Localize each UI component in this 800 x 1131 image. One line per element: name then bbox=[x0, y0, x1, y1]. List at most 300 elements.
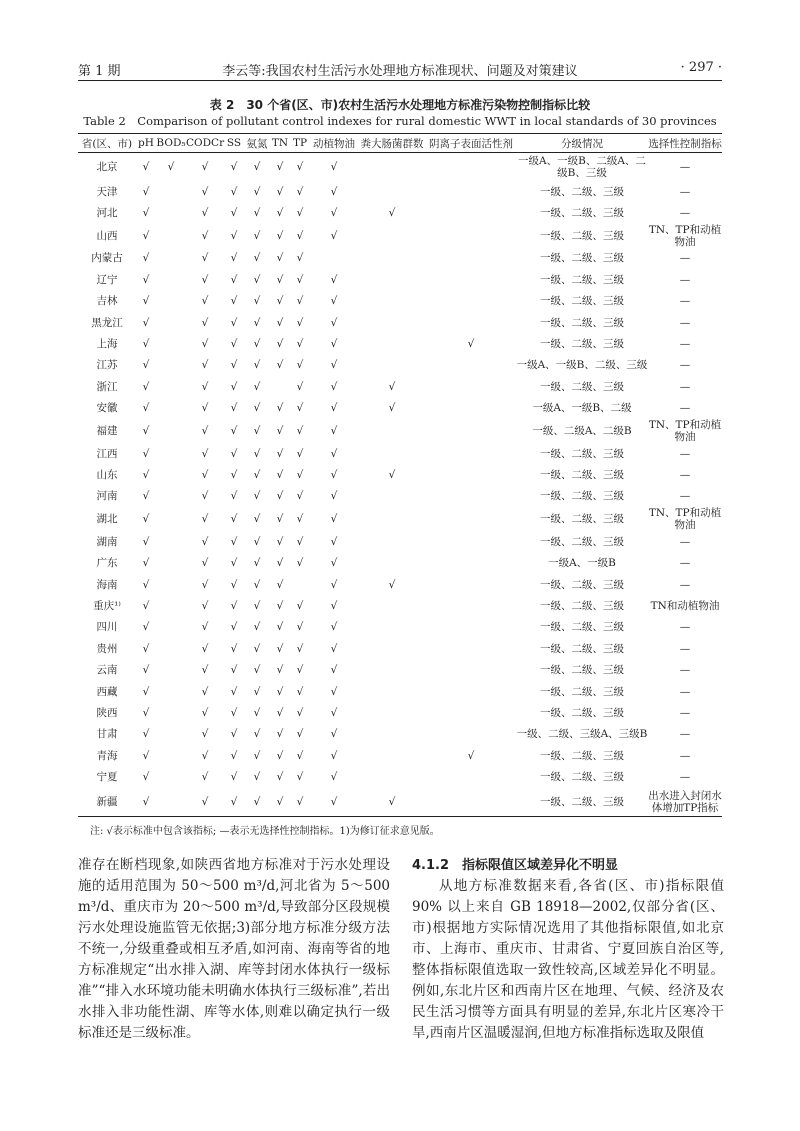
table-cell bbox=[426, 507, 516, 531]
province-cell: 浙江 bbox=[96, 380, 118, 393]
table-cell: √ bbox=[142, 749, 150, 762]
table-cell: √ bbox=[330, 207, 338, 220]
table-cell: √ bbox=[201, 749, 209, 762]
table-cell: — bbox=[679, 621, 691, 634]
table-cell: √ bbox=[142, 599, 150, 612]
table-cell: — bbox=[679, 771, 691, 784]
table-cell: √ bbox=[270, 788, 290, 817]
table-cell: √ bbox=[276, 468, 284, 481]
table-row bbox=[78, 702, 722, 723]
table-cell: √ bbox=[296, 424, 304, 437]
table-cell: √ bbox=[296, 229, 304, 242]
table-cell: 一级、二级、三级 bbox=[540, 664, 624, 677]
table-cell: √ bbox=[253, 295, 261, 308]
table-cell: √ bbox=[142, 424, 150, 437]
province-cell: 山东 bbox=[96, 468, 118, 481]
table-cell bbox=[156, 766, 186, 787]
table-row bbox=[78, 291, 722, 312]
table-cell: √ bbox=[253, 685, 261, 698]
table-cell bbox=[358, 638, 426, 659]
body-paragraph: 从地方标准数据来看,各省(区、市)指标限值 90% 以上来自 GB 18918—2002,仅部分省(区、市)根据地方实际情况选用了其他指标限值,如北京市、上海市、重庆市、甘肃省、宁夏回族自治区等,整体指标限值选取一致性较高,区域差异化不明显。例如,东北片区和西南片区在地理、气候、经济及农民生活习惯等方面具有明显的差异,东北片区寒冷干旱,西南片区温暖湿润,但地方标准指标选取及限值 bbox=[412, 878, 724, 1041]
table-cell: √ bbox=[276, 728, 284, 741]
table-cell bbox=[270, 376, 290, 397]
table-cell: √ bbox=[330, 513, 338, 526]
table-cell: √ bbox=[142, 513, 150, 526]
table-cell: √ bbox=[230, 295, 238, 308]
table-cell: 一级、二级、三级 bbox=[540, 771, 624, 784]
table-cell: √ bbox=[230, 447, 238, 460]
table-cell: √ bbox=[230, 599, 238, 612]
table-cell: √ bbox=[296, 273, 304, 286]
table-cell: √ bbox=[230, 380, 238, 393]
table-cell: √ bbox=[230, 338, 238, 351]
column-header: TP bbox=[290, 134, 310, 153]
province-cell: 吉林 bbox=[96, 295, 118, 308]
table-cell: √ bbox=[186, 788, 224, 817]
table-cell: 一级、二级、三级 bbox=[540, 207, 624, 220]
table-cell: √ bbox=[296, 749, 304, 762]
table-cell: √ bbox=[142, 490, 150, 503]
table-cell: — bbox=[679, 402, 691, 415]
province-cell: 天津 bbox=[96, 185, 118, 198]
table-cell: √ bbox=[296, 685, 304, 698]
table-cell: √ bbox=[167, 161, 175, 173]
table-cell: √ bbox=[201, 535, 209, 548]
pollutant-index-table bbox=[78, 133, 722, 817]
table-cell: √ bbox=[330, 578, 338, 591]
section-heading: 4.1.2 指标限值区域差异化不明显 bbox=[412, 858, 619, 873]
table-cell: √ bbox=[230, 749, 238, 762]
table-cell: √ bbox=[230, 273, 238, 286]
table-cell: √ bbox=[276, 513, 284, 526]
table-cell bbox=[426, 617, 516, 638]
table-cell: 一级、二级、三级 bbox=[540, 468, 624, 481]
table-cell bbox=[156, 224, 186, 248]
table-cell: √ bbox=[253, 728, 261, 741]
table-cell: √ bbox=[330, 599, 338, 612]
table-cell: 一级、二级、三级 bbox=[516, 788, 648, 817]
table-cell: √ bbox=[296, 380, 304, 393]
table-row bbox=[78, 507, 722, 531]
table-cell bbox=[156, 552, 186, 573]
table-cell: 一级、二级、三级 bbox=[540, 621, 624, 634]
table-cell: √ bbox=[230, 359, 238, 372]
table-cell: √ bbox=[230, 402, 238, 415]
table-cell: √ bbox=[142, 468, 150, 481]
table-cell bbox=[426, 248, 516, 269]
table-cell: √ bbox=[230, 207, 238, 220]
table-cell: √ bbox=[201, 771, 209, 784]
table-cell: — bbox=[679, 490, 691, 503]
table-cell: √ bbox=[296, 642, 304, 655]
table-cell bbox=[358, 333, 426, 354]
table-cell: √ bbox=[330, 185, 338, 198]
province-cell: 重庆¹⁾ bbox=[93, 599, 121, 612]
table-cell bbox=[358, 355, 426, 376]
table-cell: √ bbox=[230, 557, 238, 570]
table-row bbox=[78, 333, 722, 354]
table-cell: √ bbox=[296, 535, 304, 548]
table-cell: √ bbox=[201, 316, 209, 329]
table-cell: √ bbox=[296, 621, 304, 634]
table-cell: √ bbox=[230, 252, 238, 265]
table-cell: √ bbox=[253, 706, 261, 719]
table-cell: √ bbox=[276, 706, 284, 719]
table-cell: √ bbox=[276, 447, 284, 460]
table-row bbox=[78, 552, 722, 573]
table-row bbox=[78, 745, 722, 766]
table-cell: √ bbox=[253, 771, 261, 784]
table-cell bbox=[156, 291, 186, 312]
table-cell: — bbox=[679, 207, 691, 220]
province-cell: 陕西 bbox=[96, 706, 118, 719]
table-cell bbox=[426, 724, 516, 745]
table-cell: √ bbox=[330, 424, 338, 437]
province-cell: 江苏 bbox=[96, 359, 118, 372]
table-row bbox=[78, 464, 722, 485]
province-cell: 福建 bbox=[96, 424, 118, 437]
table-row bbox=[78, 766, 722, 787]
province-cell: 西藏 bbox=[96, 685, 118, 698]
table-cell: √ bbox=[388, 207, 396, 220]
table-cell bbox=[426, 419, 516, 443]
table-cell bbox=[156, 443, 186, 464]
table-row bbox=[78, 312, 722, 333]
table-cell: √ bbox=[201, 468, 209, 481]
table-cell: TN、TP和动植物油 bbox=[648, 223, 722, 248]
province-cell: 四川 bbox=[96, 621, 118, 634]
table-cell bbox=[156, 531, 186, 552]
column-header: 省(区、市) bbox=[78, 134, 136, 153]
table-cell: — bbox=[679, 359, 691, 372]
table-cell: — bbox=[679, 535, 691, 548]
province-cell: 辽宁 bbox=[96, 273, 118, 286]
table-cell: √ bbox=[276, 424, 284, 437]
table-cell: √ bbox=[201, 380, 209, 393]
table-cell: √ bbox=[330, 316, 338, 329]
table-cell: √ bbox=[253, 513, 261, 526]
table-cell: √ bbox=[230, 706, 238, 719]
table-cell: √ bbox=[142, 535, 150, 548]
table-row bbox=[78, 443, 722, 464]
table-cell: — bbox=[679, 578, 691, 591]
table-cell: √ bbox=[201, 706, 209, 719]
province-cell: 内蒙古 bbox=[91, 252, 123, 265]
table-cell: √ bbox=[142, 706, 150, 719]
table-cell: √ bbox=[276, 599, 284, 612]
table-cell: √ bbox=[296, 664, 304, 677]
province-cell: 新疆 bbox=[78, 788, 136, 817]
table-row bbox=[78, 153, 722, 182]
table-cell bbox=[156, 745, 186, 766]
table-cell: √ bbox=[276, 185, 284, 198]
table-cell bbox=[426, 681, 516, 702]
table-cell: 一级、二级A、二级B bbox=[532, 424, 632, 437]
table-cell: √ bbox=[253, 749, 261, 762]
table-cell: — bbox=[679, 642, 691, 655]
table-cell: √ bbox=[142, 161, 150, 173]
province-cell: 江西 bbox=[96, 447, 118, 460]
table-cell bbox=[156, 202, 186, 223]
table-cell bbox=[426, 291, 516, 312]
table-cell: √ bbox=[388, 578, 396, 591]
table-cell: √ bbox=[276, 229, 284, 242]
table-cell: √ bbox=[201, 557, 209, 570]
table-cell bbox=[156, 617, 186, 638]
table-cell: √ bbox=[230, 316, 238, 329]
table-cell bbox=[156, 312, 186, 333]
column-header: 选择性控制指标 bbox=[648, 134, 722, 153]
table-cell bbox=[426, 702, 516, 723]
table-cell bbox=[426, 202, 516, 223]
province-cell: 甘肃 bbox=[96, 728, 118, 741]
table-cell: √ bbox=[330, 295, 338, 308]
running-header bbox=[78, 60, 722, 81]
table-cell: √ bbox=[296, 513, 304, 526]
table-cell: √ bbox=[201, 295, 209, 308]
table-cell: √ bbox=[230, 642, 238, 655]
table-cell: √ bbox=[296, 338, 304, 351]
table-cell: √ bbox=[330, 161, 338, 173]
table-cell bbox=[156, 681, 186, 702]
table-cell: √ bbox=[136, 788, 156, 817]
table-cell: √ bbox=[276, 402, 284, 415]
table-cell: 一级、二级、三级 bbox=[540, 706, 624, 719]
table-cell: √ bbox=[253, 161, 261, 173]
table-cell: √ bbox=[201, 513, 209, 526]
table-cell bbox=[156, 333, 186, 354]
table-cell bbox=[426, 355, 516, 376]
table-cell bbox=[156, 595, 186, 616]
table-cell bbox=[310, 248, 358, 269]
table-cell: √ bbox=[253, 578, 261, 591]
table-cell: — bbox=[679, 316, 691, 329]
table-cell bbox=[358, 681, 426, 702]
table-cell: √ bbox=[330, 490, 338, 503]
table-cell: √ bbox=[330, 359, 338, 372]
table-cell: √ bbox=[253, 185, 261, 198]
table-cell: √ bbox=[142, 185, 150, 198]
table-cell bbox=[426, 595, 516, 616]
table-cell: √ bbox=[230, 229, 238, 242]
table-cell: TN、TP和动植物油 bbox=[648, 418, 722, 443]
table-cell: √ bbox=[276, 338, 284, 351]
table-cell: √ bbox=[296, 771, 304, 784]
table-header bbox=[78, 134, 722, 153]
table-cell: √ bbox=[201, 273, 209, 286]
table-cell: √ bbox=[230, 424, 238, 437]
table-note: 注: √表示标准中包含该指标; —表示无选择性控制指标。1)为修订征求意见版。 bbox=[90, 826, 440, 837]
table-cell bbox=[426, 659, 516, 680]
table-cell: √ bbox=[330, 535, 338, 548]
table-row bbox=[78, 419, 722, 443]
province-cell: 河北 bbox=[96, 207, 118, 220]
table-cell bbox=[358, 595, 426, 616]
table-row bbox=[78, 724, 722, 745]
table-cell: √ bbox=[296, 728, 304, 741]
table-cell: 一级、二级、三级 bbox=[540, 490, 624, 503]
table-cell bbox=[426, 531, 516, 552]
table-cell: √ bbox=[467, 749, 475, 762]
table-cell: 一级、二级、三级 bbox=[540, 578, 624, 591]
table-row bbox=[78, 574, 722, 595]
table-cell bbox=[426, 153, 516, 182]
table-cell: √ bbox=[296, 252, 304, 265]
table-cell bbox=[156, 355, 186, 376]
table-cell bbox=[156, 574, 186, 595]
table-cell: √ bbox=[253, 316, 261, 329]
table-cell: √ bbox=[142, 338, 150, 351]
table-cell: — bbox=[679, 468, 691, 481]
table-cell: √ bbox=[253, 642, 261, 655]
table-cell: √ bbox=[330, 338, 338, 351]
table-cell: √ bbox=[276, 749, 284, 762]
table-cell: √ bbox=[230, 513, 238, 526]
table-cell: √ bbox=[230, 728, 238, 741]
table-cell: √ bbox=[253, 535, 261, 548]
table-cell: 一级、二级、三级A、三级B bbox=[516, 728, 648, 741]
table-cell: √ bbox=[230, 535, 238, 548]
table-cell: √ bbox=[253, 273, 261, 286]
table-cell: √ bbox=[310, 788, 358, 817]
table-row bbox=[78, 376, 722, 397]
table-cell: √ bbox=[276, 535, 284, 548]
table-cell bbox=[156, 181, 186, 202]
table-cell bbox=[426, 224, 516, 248]
table-cell: √ bbox=[358, 788, 426, 817]
table-caption-en: Table 2 Comparison of pollutant control indexes for rural domestic WWT in local standards of 30 provinces bbox=[83, 114, 717, 128]
table-cell bbox=[156, 638, 186, 659]
table-cell bbox=[426, 398, 516, 419]
table-cell: √ bbox=[296, 161, 304, 173]
table-cell: √ bbox=[467, 338, 475, 351]
column-header: 氨氮 bbox=[244, 134, 270, 153]
page-number: · 297 · bbox=[680, 60, 722, 75]
table-cell: √ bbox=[142, 207, 150, 220]
table-cell: √ bbox=[142, 229, 150, 242]
table-row bbox=[78, 486, 722, 507]
province-cell: 广东 bbox=[96, 557, 118, 570]
table-row bbox=[78, 181, 722, 202]
table-cell: √ bbox=[201, 599, 209, 612]
table-row bbox=[78, 269, 722, 290]
table-cell: √ bbox=[201, 621, 209, 634]
table-cell: √ bbox=[142, 316, 150, 329]
province-cell: 北京 bbox=[96, 161, 118, 173]
table-row bbox=[78, 788, 722, 817]
table-cell: √ bbox=[201, 207, 209, 220]
table-cell: √ bbox=[201, 490, 209, 503]
table-cell: — bbox=[679, 380, 691, 393]
table-cell bbox=[156, 398, 186, 419]
table-cell bbox=[426, 312, 516, 333]
table-cell: √ bbox=[253, 380, 261, 393]
table-cell: √ bbox=[330, 749, 338, 762]
table-cell: √ bbox=[142, 621, 150, 634]
table-cell: √ bbox=[253, 402, 261, 415]
table-cell: √ bbox=[142, 642, 150, 655]
table-cell: TN和动植物油 bbox=[650, 599, 720, 612]
body-column-right bbox=[412, 855, 724, 1044]
table-cell: √ bbox=[253, 599, 261, 612]
table-cell: — bbox=[679, 685, 691, 698]
table-cell: √ bbox=[201, 338, 209, 351]
table-cell: √ bbox=[253, 338, 261, 351]
table-cell: √ bbox=[253, 468, 261, 481]
table-cell: 一级、二级、三级 bbox=[540, 685, 624, 698]
table-cell: 一级、二级、三级 bbox=[540, 295, 624, 308]
table-cell: √ bbox=[276, 359, 284, 372]
column-header: 阴离子表面活性剂 bbox=[426, 134, 516, 153]
table-cell: — bbox=[679, 273, 691, 286]
table-cell: √ bbox=[296, 706, 304, 719]
table-cell: √ bbox=[276, 557, 284, 570]
table-cell bbox=[426, 269, 516, 290]
table-cell: — bbox=[679, 447, 691, 460]
table-cell: √ bbox=[201, 578, 209, 591]
table-cell: √ bbox=[276, 273, 284, 286]
table-cell: √ bbox=[230, 578, 238, 591]
table-cell: √ bbox=[230, 621, 238, 634]
issue-number: 第 1 期 bbox=[78, 64, 121, 79]
table-row bbox=[78, 202, 722, 223]
table-cell: √ bbox=[276, 771, 284, 784]
table-cell: √ bbox=[330, 273, 338, 286]
table-cell: √ bbox=[296, 599, 304, 612]
table-cell: √ bbox=[253, 207, 261, 220]
column-header: BOD₅ bbox=[156, 134, 186, 153]
table-row bbox=[78, 617, 722, 638]
table-cell: √ bbox=[330, 557, 338, 570]
table-cell: √ bbox=[230, 685, 238, 698]
province-cell: 宁夏 bbox=[96, 771, 118, 784]
table-cell: √ bbox=[296, 447, 304, 460]
table-cell: √ bbox=[296, 490, 304, 503]
table-cell: √ bbox=[253, 229, 261, 242]
table-cell: √ bbox=[330, 642, 338, 655]
table-cell: 一级、二级、三级 bbox=[540, 338, 624, 351]
table-cell: √ bbox=[230, 771, 238, 784]
table-cell: √ bbox=[276, 685, 284, 698]
table-cell: √ bbox=[296, 207, 304, 220]
table-cell: √ bbox=[230, 185, 238, 198]
table-cell: √ bbox=[296, 557, 304, 570]
province-cell: 安徽 bbox=[96, 402, 118, 415]
running-title: 李云等:我国农村生活污水处理地方标准现状、问题及对策建议 bbox=[222, 64, 578, 79]
table-cell: √ bbox=[330, 402, 338, 415]
table-cell bbox=[358, 552, 426, 573]
table-cell bbox=[358, 507, 426, 531]
table-row bbox=[78, 248, 722, 269]
table-cell: √ bbox=[296, 359, 304, 372]
table-cell: √ bbox=[330, 706, 338, 719]
table-cell: √ bbox=[296, 185, 304, 198]
table-cell: 一级、二级、三级 bbox=[540, 642, 624, 655]
table-cell: √ bbox=[201, 229, 209, 242]
table-cell bbox=[426, 766, 516, 787]
table-cell: 一级A、一级B、二级 bbox=[532, 402, 632, 415]
table-cell: √ bbox=[142, 728, 150, 741]
table-cell: √ bbox=[142, 273, 150, 286]
table-cell bbox=[358, 443, 426, 464]
table-cell: √ bbox=[201, 161, 209, 173]
table-cell: √ bbox=[142, 664, 150, 677]
table-cell bbox=[358, 617, 426, 638]
table-cell: √ bbox=[201, 402, 209, 415]
table-cell: √ bbox=[330, 468, 338, 481]
table-row bbox=[78, 595, 722, 616]
table-cell: 一级、二级、三级 bbox=[540, 447, 624, 460]
